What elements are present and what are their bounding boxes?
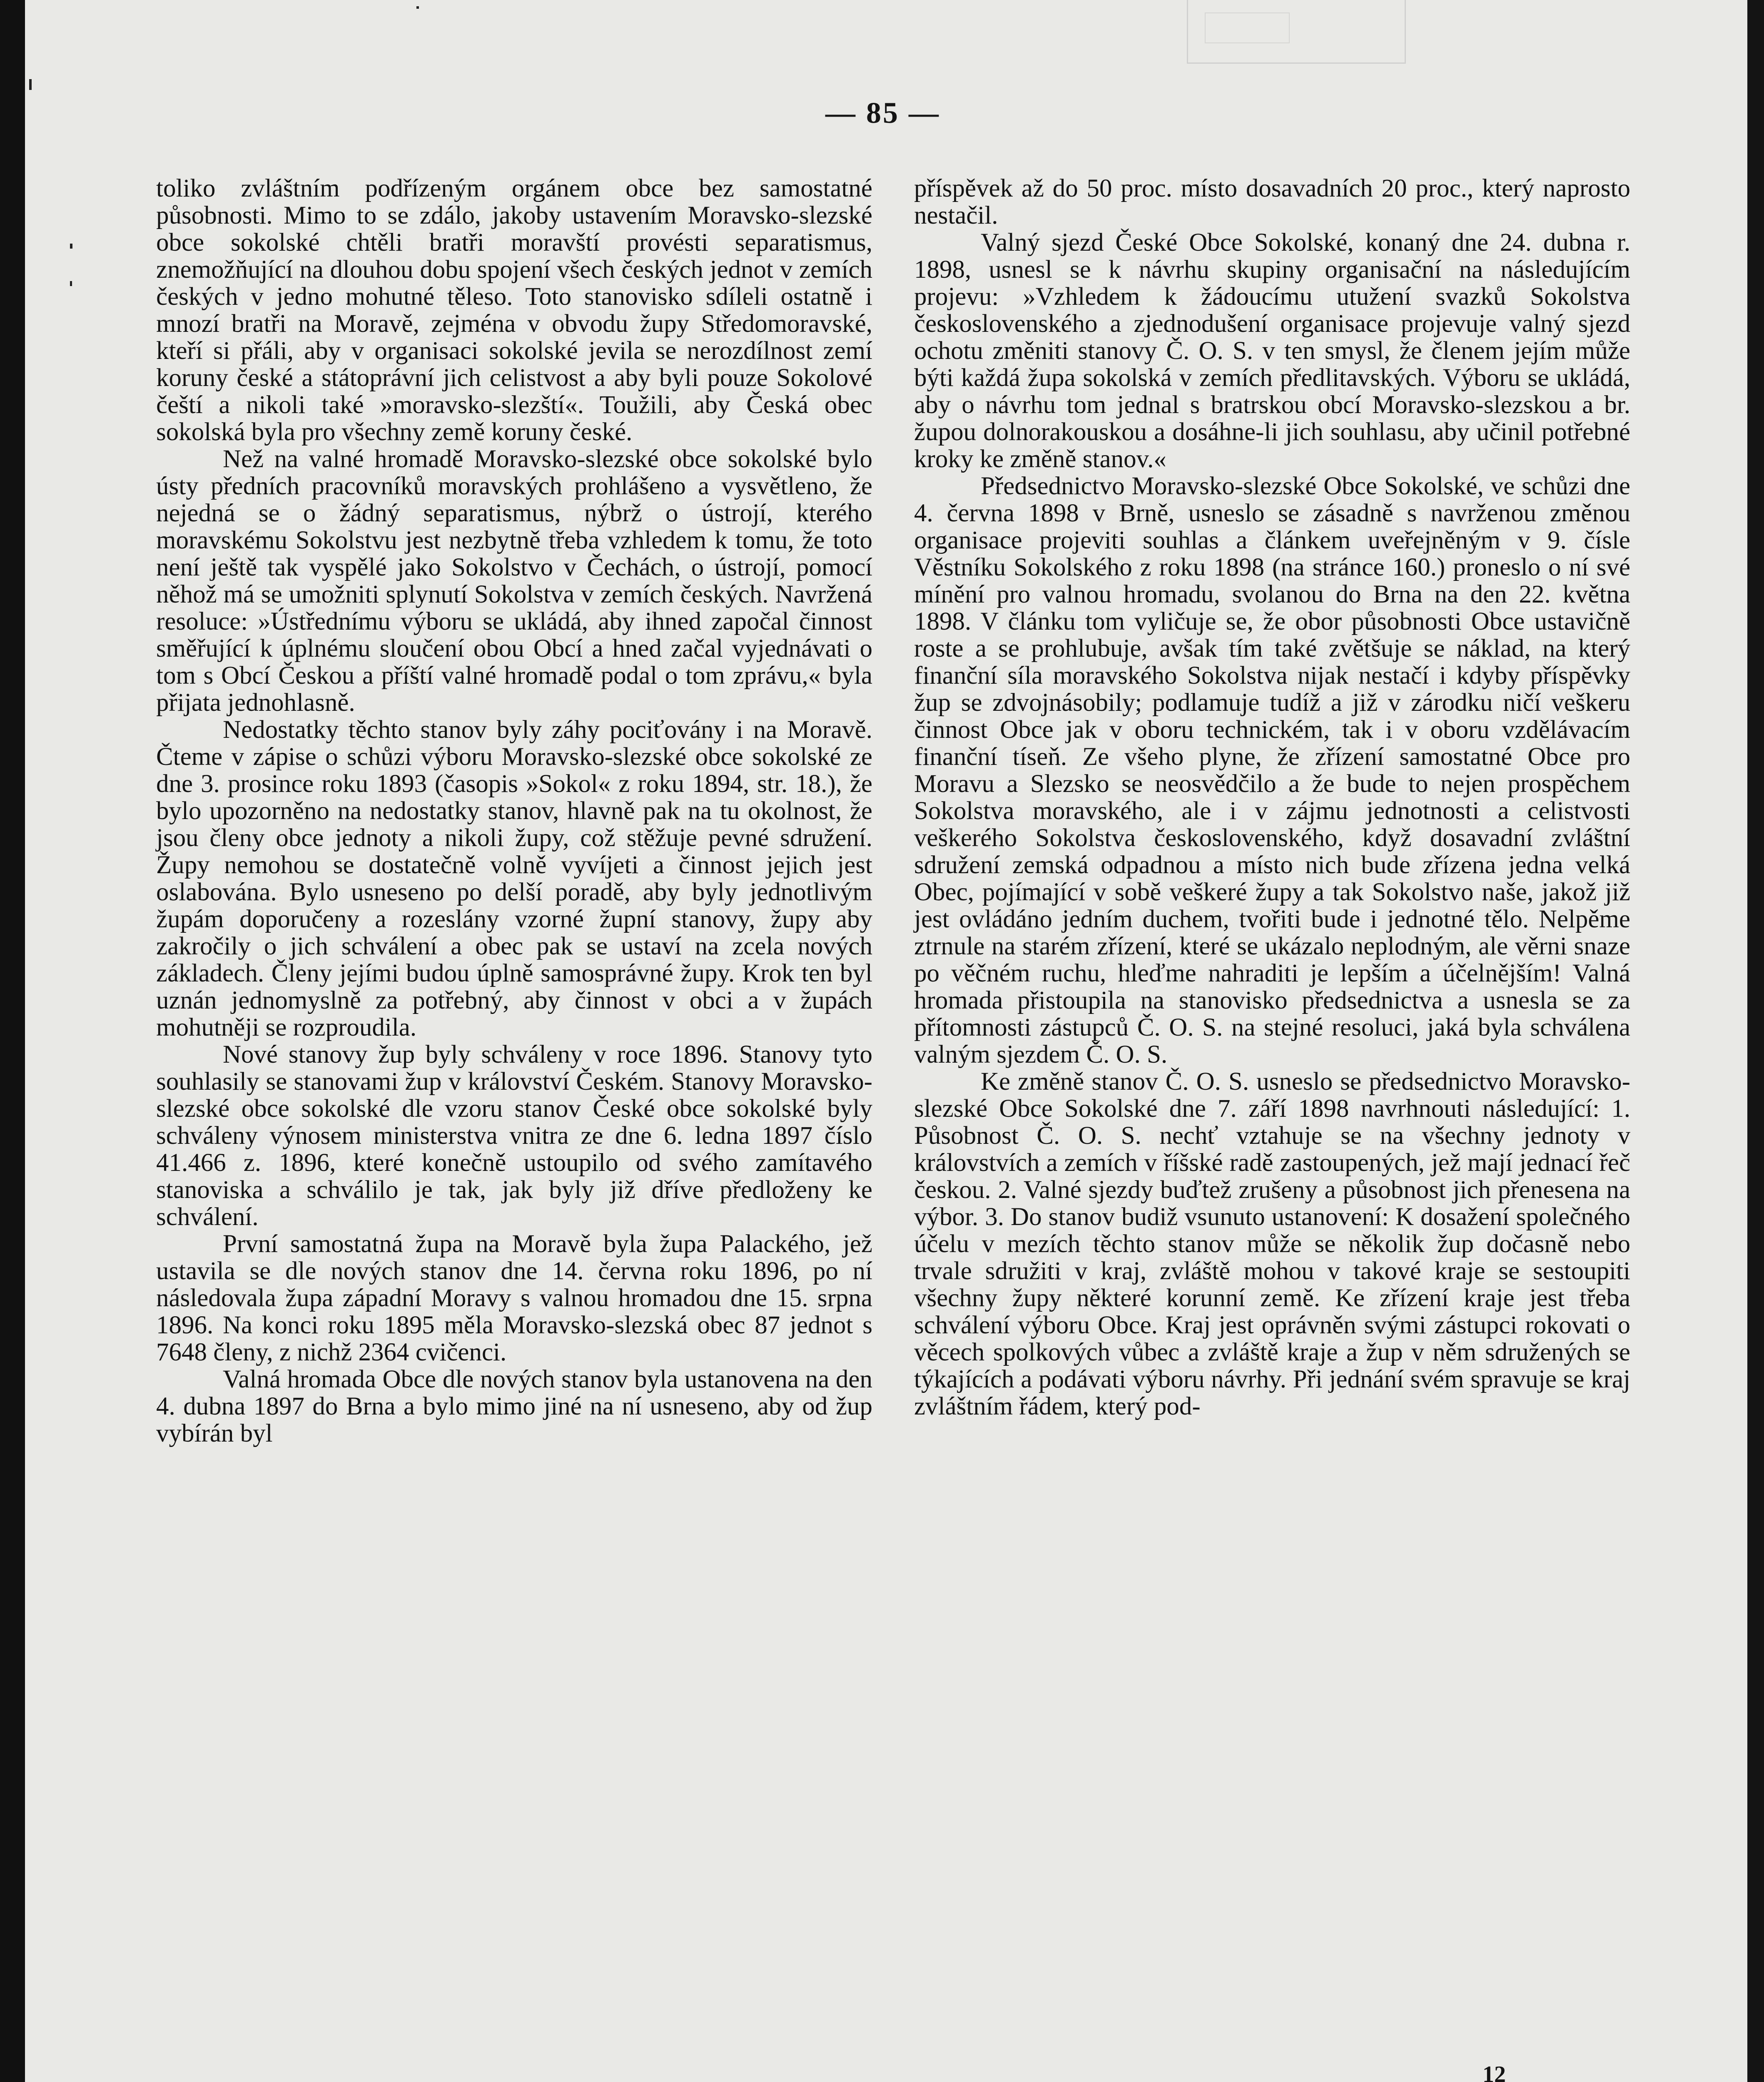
page-number: — 85 — <box>825 96 940 130</box>
paragraph: toliko zvláštním podřízeným orgánem obce bez samostatné působnosti. Mimo to se zdálo, jakoby ustavením Moravsko-slezské obce sokolské chtěli bratři moravští provésti separatismus, znemožňující na dlouhou dobu spojení všech českých jednot v zemích českých v jedno mohutné těleso. Toto stanovisko sdíleli ostatně i mnozí bratři na Moravě, zejména v obvodu župy Středomoravské, kteří si přáli, aby v organisaci sokolské jevila se nerozdílnost zemí koruny české a státoprávní jich celistvost a aby byli pouze Sokolové čeští a nikoli také »moravsko-slezští«. Toužili, aby Česká obec sokolská byla pro všechny země koruny české. <box>156 174 872 446</box>
paragraph: První samostatná župa na Moravě byla župa Palackého, jež ustavila se dle nových stanov dne 14. června roku 1896, po ní následovala župa západní Moravy s valnou hromadou dne 15. srpna 1896. Na konci roku 1895 měla Moravsko-slezská obec 87 jednot s 7648 členy, z nichž 2364 cvičenci. <box>156 1230 872 1366</box>
scan-border-right <box>1747 0 1764 2082</box>
paragraph: Valný sjezd České Obce Sokolské, konaný dne 24. dubna r. 1898, usnesl se k návrhu skupiny organisační na následujícím projevu: »Vzhledem k žádoucímu utužení svazků Sokolstva československého a zjednodušení organisace projevuje valný sjezd ochotu změniti stanovy Č. O. S. v ten smysl, že členem jejím může býti každá župa sokolská v zemích předlitavských. Výboru se ukládá, aby o návrhu tom jednal s bratrskou obcí Moravsko-slezskou a br. župou dolnorakouskou a dosáhne-li jich souhlasu, aby učinil potřebné kroky ke změně stanov.« <box>914 229 1630 473</box>
paragraph: Předsednictvo Moravsko-slezské Obce Sokolské, ve schůzi dne 4. června 1898 v Brně, usneslo se zásadně s navrženou změnou organisace projeviti souhlas a článkem uveřejněným v 9. čísle Věstníku Sokolského z roku 1898 (na stránce 160.) proneslo o ní své mínění pro valnou hromadu, svolanou do Brna na den 22. května 1898. V článku tom vyličuje se, že obor působnosti Obce ustavičně roste a se prohlubuje, avšak tím také zvětšuje se náklad, na který finanční síla moravského Sokolstva nijak nestačí i kdyby příspěvky žup se zdvojnásobily; podlamuje tudíž a již v zárodku ničí veškeru činnost Obce jak v oboru technickém, tak i v oboru vzdělávacím finanční tíseň. Ze všeho plyne, že zřízení samostatné Obce pro Moravu a Slezsko se neosvědčilo a že bude to nejen prospěchem Sokolstva moravského, ale i v zájmu jednotnosti a celistvosti veškerého Sokolstva československého, když dosavadní zvláštní sdružení zemská odpadnou a místo nich bude zřízena jedna velká Obec, pojímající v sobě veškeré župy a tak Sokolstvo naše, jakož již jest ovládáno jedním duchem, tvořiti bude i jednotné tělo. Nelpěme ztrnule na starém zřízení, které se ukázalo neplodným, ale věrni snaze po věčném ruchu, hleďme nahraditi je lepším a účelnějším! Valná hromada přistoupila na stanovisko předsednictva a usnesla se za přítomnosti zástupců Č. O. S. na stejné resoluci, jaká byla schválena valným sjezdem Č. O. S. <box>914 472 1630 1068</box>
faint-stamp-mark <box>1187 0 1406 64</box>
right-column <box>914 175 1630 1420</box>
signature-mark: 12 <box>1482 2062 1506 2082</box>
paragraph: Nové stanovy žup byly schváleny v roce 1896. Stanovy tyto souhlasily se stanovami žup v království Českém. Stanovy Moravsko-slezské obce sokolské dle vzoru stanov České obce sokolské byly schváleny výnosem ministerstva vnitra ze dne 6. ledna 1897 číslo 41.466 z. 1896, které konečně ustoupilo od svého zamítavého stanoviska a schválilo je tak, jak byly již dříve předloženy ke schválení. <box>156 1041 872 1231</box>
left-column <box>156 175 872 1447</box>
scan-speck <box>70 281 72 286</box>
scan-border-left <box>0 0 25 2082</box>
scan-speck <box>70 244 72 249</box>
scan-speck <box>416 6 419 9</box>
paragraph: příspěvek až do 50 proc. místo dosavadních 20 proc., který naprosto nestačil. <box>914 174 1630 229</box>
paragraph: Než na valné hromadě Moravsko-slezské obce sokolské bylo ústy předních pracovníků moravských prohlášeno a vysvětleno, že nejedná se o žádný separatismus, nýbrž o ústrojí, kterého moravskému Sokolstvu jest nezbytně třeba vzhledem k tomu, že toto není ještě tak vyspělé jako Sokolstvo v Čechách, o ústrojí, pomocí něhož má se umožniti splynutí Sokolstva v zemích českých. Navržená resoluce: »Ústřednímu výboru se ukládá, aby ihned započal činnost směřující k úplnému sloučení obou Obcí a hned začal vyjednávati o tom s Obcí Českou a příští valné hromadě podal o tom zprávu,« byla přijata jednohlasně. <box>156 445 872 717</box>
paragraph: Valná hromada Obce dle nových stanov byla ustanovena na den 4. dubna 1897 do Brna a bylo mimo jiné na ní usneseno, aby od žup vybírán byl <box>156 1365 872 1447</box>
paragraph: Nedostatky těchto stanov byly záhy pociťovány i na Moravě. Čteme v zápise o schůzi výboru Moravsko-slezské obce sokolské ze dne 3. prosince roku 1893 (časopis »Sokol« z roku 1894, str. 18.), že bylo upozorněno na nedostatky stanov, hlavně pak na tu okolnost, že jsou členy obce jednoty a nikoli župy, což stěžuje pevné sdružení. Župy nemohou se dostatečně volně vyvíjeti a činnost jejich jest oslabována. Bylo usneseno po delší poradě, aby byly jednotlivým župám doporučeny a rozeslány vzorné župní stanovy, župy aby zakročily o jich schválení a obec pak se ustaví na zcela nových základech. Členy jejími budou úplně samosprávné župy. Krok ten byl uznán jednomyslně za potřebný, aby činnost v obci a v župách mohutněji se rozproudila. <box>156 716 872 1041</box>
paragraph: Ke změně stanov Č. O. S. usneslo se předsednictvo Moravsko-slezské Obce Sokolské dne 7. září 1898 navrhnouti následující: 1. Působnost Č. O. S. nechť vztahuje se na všechny jednoty v královstvích a zemích v říšské radě zastoupených, jež mají jednací řeč českou. 2. Valné sjezdy buďtež zrušeny a působnost jich přenesena na výbor. 3. Do stanov budiž vsunuto ustanovení: K dosažení společného účelu v mezích těchto stanov může se několik žup dočasně nebo trvale sdružiti v kraj, zvláště mohou v takové kraje se sestoupiti všechny župy některé korunní země. Ke zřízení kraje jest třeba schválení výboru Obce. Kraj jest oprávněn svými zástupci rokovati o věcech spolkových vůbec a zvláště kraje a žup v něm sdružených se týkajících a podávati výboru návrhy. Při jednání svém spravuje se kraj zvláštním řádem, který pod- <box>914 1068 1630 1420</box>
scan-speck <box>29 79 32 90</box>
